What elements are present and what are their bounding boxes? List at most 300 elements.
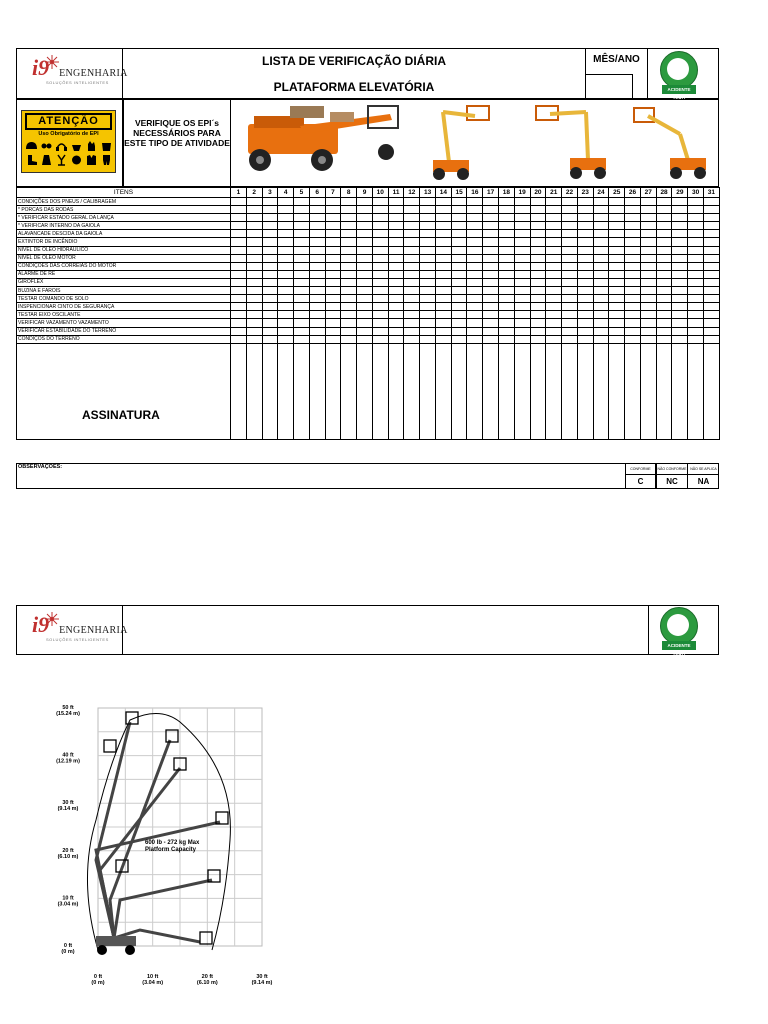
- check-cell[interactable]: [609, 327, 625, 335]
- check-cell[interactable]: [294, 198, 310, 206]
- check-cell[interactable]: [514, 311, 530, 319]
- check-cell[interactable]: [609, 278, 625, 286]
- check-cell[interactable]: [420, 295, 436, 303]
- check-cell[interactable]: [562, 335, 578, 343]
- check-cell[interactable]: [435, 262, 451, 270]
- signature-cell[interactable]: [262, 343, 278, 439]
- check-cell[interactable]: [294, 206, 310, 214]
- check-cell[interactable]: [546, 287, 562, 295]
- check-cell[interactable]: [562, 206, 578, 214]
- check-cell[interactable]: [246, 206, 262, 214]
- check-cell[interactable]: [514, 327, 530, 335]
- check-cell[interactable]: [357, 278, 373, 286]
- check-cell[interactable]: [703, 270, 719, 278]
- check-cell[interactable]: [278, 278, 294, 286]
- check-cell[interactable]: [357, 335, 373, 343]
- check-cell[interactable]: [294, 278, 310, 286]
- check-cell[interactable]: [309, 319, 325, 327]
- check-cell[interactable]: [341, 206, 357, 214]
- check-cell[interactable]: [672, 206, 688, 214]
- check-cell[interactable]: [577, 295, 593, 303]
- check-cell[interactable]: [640, 311, 656, 319]
- check-cell[interactable]: [467, 335, 483, 343]
- check-cell[interactable]: [262, 303, 278, 311]
- check-cell[interactable]: [499, 327, 515, 335]
- check-cell[interactable]: [278, 238, 294, 246]
- check-cell[interactable]: [388, 335, 404, 343]
- check-cell[interactable]: [562, 238, 578, 246]
- check-cell[interactable]: [483, 206, 499, 214]
- check-cell[interactable]: [372, 319, 388, 327]
- check-cell[interactable]: [451, 230, 467, 238]
- check-cell[interactable]: [593, 295, 609, 303]
- check-cell[interactable]: [309, 278, 325, 286]
- check-cell[interactable]: [404, 278, 420, 286]
- check-cell[interactable]: [404, 311, 420, 319]
- check-cell[interactable]: [530, 246, 546, 254]
- check-cell[interactable]: [530, 198, 546, 206]
- check-cell[interactable]: [388, 230, 404, 238]
- check-cell[interactable]: [499, 214, 515, 222]
- check-cell[interactable]: [688, 222, 704, 230]
- check-cell[interactable]: [372, 214, 388, 222]
- check-cell[interactable]: [420, 311, 436, 319]
- check-cell[interactable]: [483, 254, 499, 262]
- check-cell[interactable]: [467, 303, 483, 311]
- signature-cell[interactable]: [499, 343, 515, 439]
- check-cell[interactable]: [688, 311, 704, 319]
- check-cell[interactable]: [514, 238, 530, 246]
- check-cell[interactable]: [325, 303, 341, 311]
- check-cell[interactable]: [325, 246, 341, 254]
- check-cell[interactable]: [435, 238, 451, 246]
- check-cell[interactable]: [341, 278, 357, 286]
- check-cell[interactable]: [262, 230, 278, 238]
- check-cell[interactable]: [262, 198, 278, 206]
- check-cell[interactable]: [231, 238, 247, 246]
- check-cell[interactable]: [609, 295, 625, 303]
- check-cell[interactable]: [640, 278, 656, 286]
- check-cell[interactable]: [577, 262, 593, 270]
- check-cell[interactable]: [499, 335, 515, 343]
- check-cell[interactable]: [404, 254, 420, 262]
- check-cell[interactable]: [357, 238, 373, 246]
- signature-cell[interactable]: [294, 343, 310, 439]
- check-cell[interactable]: [420, 270, 436, 278]
- check-cell[interactable]: [372, 246, 388, 254]
- check-cell[interactable]: [278, 198, 294, 206]
- check-cell[interactable]: [309, 238, 325, 246]
- check-cell[interactable]: [625, 230, 641, 238]
- check-cell[interactable]: [688, 206, 704, 214]
- signature-cell[interactable]: [625, 343, 641, 439]
- check-cell[interactable]: [262, 335, 278, 343]
- check-cell[interactable]: [278, 254, 294, 262]
- check-cell[interactable]: [309, 206, 325, 214]
- check-cell[interactable]: [278, 311, 294, 319]
- check-cell[interactable]: [640, 270, 656, 278]
- check-cell[interactable]: [688, 238, 704, 246]
- check-cell[interactable]: [593, 254, 609, 262]
- check-cell[interactable]: [703, 206, 719, 214]
- check-cell[interactable]: [656, 335, 672, 343]
- check-cell[interactable]: [672, 278, 688, 286]
- check-cell[interactable]: [467, 230, 483, 238]
- check-cell[interactable]: [593, 230, 609, 238]
- check-cell[interactable]: [593, 198, 609, 206]
- check-cell[interactable]: [420, 262, 436, 270]
- check-cell[interactable]: [672, 214, 688, 222]
- signature-cell[interactable]: [325, 343, 341, 439]
- check-cell[interactable]: [309, 214, 325, 222]
- check-cell[interactable]: [231, 287, 247, 295]
- check-cell[interactable]: [577, 222, 593, 230]
- check-cell[interactable]: [404, 335, 420, 343]
- check-cell[interactable]: [451, 278, 467, 286]
- check-cell[interactable]: [309, 198, 325, 206]
- check-cell[interactable]: [325, 311, 341, 319]
- check-cell[interactable]: [231, 206, 247, 214]
- check-cell[interactable]: [246, 327, 262, 335]
- check-cell[interactable]: [640, 246, 656, 254]
- check-cell[interactable]: [231, 262, 247, 270]
- check-cell[interactable]: [483, 303, 499, 311]
- check-cell[interactable]: [278, 319, 294, 327]
- check-cell[interactable]: [388, 295, 404, 303]
- check-cell[interactable]: [262, 295, 278, 303]
- check-cell[interactable]: [546, 262, 562, 270]
- check-cell[interactable]: [656, 214, 672, 222]
- check-cell[interactable]: [688, 254, 704, 262]
- check-cell[interactable]: [546, 238, 562, 246]
- check-cell[interactable]: [703, 319, 719, 327]
- check-cell[interactable]: [514, 335, 530, 343]
- check-cell[interactable]: [325, 287, 341, 295]
- check-cell[interactable]: [420, 319, 436, 327]
- check-cell[interactable]: [562, 262, 578, 270]
- signature-cell[interactable]: [435, 343, 451, 439]
- check-cell[interactable]: [451, 246, 467, 254]
- check-cell[interactable]: [656, 246, 672, 254]
- check-cell[interactable]: [640, 287, 656, 295]
- check-cell[interactable]: [483, 287, 499, 295]
- check-cell[interactable]: [625, 327, 641, 335]
- check-cell[interactable]: [231, 222, 247, 230]
- check-cell[interactable]: [483, 319, 499, 327]
- signature-cell[interactable]: [451, 343, 467, 439]
- check-cell[interactable]: [341, 327, 357, 335]
- check-cell[interactable]: [435, 254, 451, 262]
- check-cell[interactable]: [530, 295, 546, 303]
- check-cell[interactable]: [357, 206, 373, 214]
- check-cell[interactable]: [593, 327, 609, 335]
- check-cell[interactable]: [688, 278, 704, 286]
- check-cell[interactable]: [672, 254, 688, 262]
- check-cell[interactable]: [688, 270, 704, 278]
- check-cell[interactable]: [294, 214, 310, 222]
- check-cell[interactable]: [499, 254, 515, 262]
- check-cell[interactable]: [294, 303, 310, 311]
- check-cell[interactable]: [388, 214, 404, 222]
- check-cell[interactable]: [593, 335, 609, 343]
- check-cell[interactable]: [562, 295, 578, 303]
- check-cell[interactable]: [562, 222, 578, 230]
- check-cell[interactable]: [546, 303, 562, 311]
- check-cell[interactable]: [372, 230, 388, 238]
- signature-cell[interactable]: [546, 343, 562, 439]
- check-cell[interactable]: [404, 319, 420, 327]
- check-cell[interactable]: [625, 303, 641, 311]
- check-cell[interactable]: [609, 198, 625, 206]
- check-cell[interactable]: [499, 319, 515, 327]
- check-cell[interactable]: [278, 303, 294, 311]
- check-cell[interactable]: [325, 295, 341, 303]
- check-cell[interactable]: [656, 254, 672, 262]
- check-cell[interactable]: [231, 327, 247, 335]
- check-cell[interactable]: [514, 303, 530, 311]
- check-cell[interactable]: [672, 262, 688, 270]
- signature-cell[interactable]: [357, 343, 373, 439]
- check-cell[interactable]: [562, 311, 578, 319]
- check-cell[interactable]: [499, 238, 515, 246]
- check-cell[interactable]: [688, 335, 704, 343]
- check-cell[interactable]: [262, 319, 278, 327]
- check-cell[interactable]: [514, 198, 530, 206]
- check-cell[interactable]: [688, 230, 704, 238]
- check-cell[interactable]: [499, 206, 515, 214]
- check-cell[interactable]: [451, 319, 467, 327]
- check-cell[interactable]: [593, 270, 609, 278]
- check-cell[interactable]: [278, 222, 294, 230]
- check-cell[interactable]: [609, 206, 625, 214]
- check-cell[interactable]: [325, 222, 341, 230]
- check-cell[interactable]: [577, 319, 593, 327]
- check-cell[interactable]: [372, 238, 388, 246]
- check-cell[interactable]: [404, 230, 420, 238]
- check-cell[interactable]: [278, 287, 294, 295]
- check-cell[interactable]: [435, 214, 451, 222]
- check-cell[interactable]: [325, 214, 341, 222]
- signature-cell[interactable]: [640, 343, 656, 439]
- check-cell[interactable]: [246, 295, 262, 303]
- check-cell[interactable]: [294, 246, 310, 254]
- check-cell[interactable]: [609, 222, 625, 230]
- check-cell[interactable]: [309, 222, 325, 230]
- check-cell[interactable]: [514, 214, 530, 222]
- check-cell[interactable]: [435, 287, 451, 295]
- check-cell[interactable]: [467, 311, 483, 319]
- check-cell[interactable]: [625, 287, 641, 295]
- check-cell[interactable]: [703, 254, 719, 262]
- check-cell[interactable]: [231, 319, 247, 327]
- check-cell[interactable]: [231, 335, 247, 343]
- check-cell[interactable]: [420, 222, 436, 230]
- check-cell[interactable]: [341, 254, 357, 262]
- check-cell[interactable]: [499, 270, 515, 278]
- check-cell[interactable]: [404, 303, 420, 311]
- check-cell[interactable]: [404, 327, 420, 335]
- check-cell[interactable]: [656, 198, 672, 206]
- check-cell[interactable]: [231, 246, 247, 254]
- check-cell[interactable]: [388, 206, 404, 214]
- check-cell[interactable]: [530, 303, 546, 311]
- check-cell[interactable]: [625, 295, 641, 303]
- check-cell[interactable]: [514, 222, 530, 230]
- check-cell[interactable]: [609, 246, 625, 254]
- check-cell[interactable]: [577, 311, 593, 319]
- check-cell[interactable]: [341, 303, 357, 311]
- check-cell[interactable]: [640, 222, 656, 230]
- check-cell[interactable]: [483, 295, 499, 303]
- check-cell[interactable]: [388, 319, 404, 327]
- check-cell[interactable]: [640, 198, 656, 206]
- check-cell[interactable]: [530, 238, 546, 246]
- check-cell[interactable]: [640, 335, 656, 343]
- check-cell[interactable]: [372, 278, 388, 286]
- check-cell[interactable]: [672, 246, 688, 254]
- check-cell[interactable]: [467, 254, 483, 262]
- check-cell[interactable]: [688, 327, 704, 335]
- check-cell[interactable]: [246, 198, 262, 206]
- check-cell[interactable]: [625, 238, 641, 246]
- check-cell[interactable]: [294, 327, 310, 335]
- check-cell[interactable]: [593, 222, 609, 230]
- check-cell[interactable]: [483, 311, 499, 319]
- check-cell[interactable]: [404, 295, 420, 303]
- check-cell[interactable]: [435, 303, 451, 311]
- check-cell[interactable]: [420, 303, 436, 311]
- check-cell[interactable]: [404, 262, 420, 270]
- check-cell[interactable]: [309, 295, 325, 303]
- check-cell[interactable]: [530, 278, 546, 286]
- check-cell[interactable]: [388, 262, 404, 270]
- check-cell[interactable]: [404, 214, 420, 222]
- signature-cell[interactable]: [514, 343, 530, 439]
- check-cell[interactable]: [703, 262, 719, 270]
- check-cell[interactable]: [420, 214, 436, 222]
- check-cell[interactable]: [530, 230, 546, 238]
- check-cell[interactable]: [656, 327, 672, 335]
- check-cell[interactable]: [530, 327, 546, 335]
- check-cell[interactable]: [309, 311, 325, 319]
- check-cell[interactable]: [625, 270, 641, 278]
- check-cell[interactable]: [262, 278, 278, 286]
- check-cell[interactable]: [294, 287, 310, 295]
- check-cell[interactable]: [640, 319, 656, 327]
- signature-cell[interactable]: [530, 343, 546, 439]
- check-cell[interactable]: [294, 230, 310, 238]
- check-cell[interactable]: [309, 335, 325, 343]
- check-cell[interactable]: [499, 230, 515, 238]
- check-cell[interactable]: [530, 206, 546, 214]
- check-cell[interactable]: [625, 206, 641, 214]
- check-cell[interactable]: [593, 287, 609, 295]
- check-cell[interactable]: [231, 254, 247, 262]
- check-cell[interactable]: [577, 214, 593, 222]
- check-cell[interactable]: [357, 270, 373, 278]
- check-cell[interactable]: [688, 262, 704, 270]
- check-cell[interactable]: [231, 230, 247, 238]
- check-cell[interactable]: [246, 278, 262, 286]
- check-cell[interactable]: [435, 230, 451, 238]
- check-cell[interactable]: [309, 327, 325, 335]
- signature-cell[interactable]: [372, 343, 388, 439]
- check-cell[interactable]: [546, 295, 562, 303]
- check-cell[interactable]: [404, 287, 420, 295]
- check-cell[interactable]: [577, 303, 593, 311]
- check-cell[interactable]: [231, 198, 247, 206]
- check-cell[interactable]: [325, 238, 341, 246]
- check-cell[interactable]: [672, 238, 688, 246]
- signature-cell[interactable]: [278, 343, 294, 439]
- check-cell[interactable]: [562, 246, 578, 254]
- check-cell[interactable]: [688, 287, 704, 295]
- check-cell[interactable]: [388, 287, 404, 295]
- check-cell[interactable]: [514, 287, 530, 295]
- check-cell[interactable]: [703, 222, 719, 230]
- check-cell[interactable]: [562, 278, 578, 286]
- check-cell[interactable]: [262, 270, 278, 278]
- check-cell[interactable]: [562, 303, 578, 311]
- check-cell[interactable]: [262, 206, 278, 214]
- check-cell[interactable]: [341, 295, 357, 303]
- check-cell[interactable]: [231, 311, 247, 319]
- check-cell[interactable]: [530, 254, 546, 262]
- signature-cell[interactable]: [388, 343, 404, 439]
- check-cell[interactable]: [499, 287, 515, 295]
- check-cell[interactable]: [467, 246, 483, 254]
- check-cell[interactable]: [372, 254, 388, 262]
- check-cell[interactable]: [341, 319, 357, 327]
- check-cell[interactable]: [294, 270, 310, 278]
- check-cell[interactable]: [656, 278, 672, 286]
- signature-cell[interactable]: [309, 343, 325, 439]
- check-cell[interactable]: [294, 311, 310, 319]
- check-cell[interactable]: [640, 238, 656, 246]
- check-cell[interactable]: [246, 270, 262, 278]
- check-cell[interactable]: [499, 311, 515, 319]
- check-cell[interactable]: [467, 222, 483, 230]
- check-cell[interactable]: [562, 198, 578, 206]
- check-cell[interactable]: [499, 222, 515, 230]
- check-cell[interactable]: [262, 238, 278, 246]
- check-cell[interactable]: [388, 327, 404, 335]
- check-cell[interactable]: [325, 327, 341, 335]
- check-cell[interactable]: [530, 311, 546, 319]
- check-cell[interactable]: [451, 206, 467, 214]
- check-cell[interactable]: [451, 311, 467, 319]
- check-cell[interactable]: [262, 311, 278, 319]
- check-cell[interactable]: [388, 222, 404, 230]
- check-cell[interactable]: [593, 238, 609, 246]
- check-cell[interactable]: [483, 230, 499, 238]
- signature-cell[interactable]: [246, 343, 262, 439]
- check-cell[interactable]: [703, 246, 719, 254]
- check-cell[interactable]: [640, 295, 656, 303]
- check-cell[interactable]: [435, 295, 451, 303]
- check-cell[interactable]: [294, 238, 310, 246]
- check-cell[interactable]: [451, 270, 467, 278]
- signature-cell[interactable]: [231, 343, 247, 439]
- check-cell[interactable]: [562, 214, 578, 222]
- check-cell[interactable]: [246, 303, 262, 311]
- check-cell[interactable]: [451, 198, 467, 206]
- check-cell[interactable]: [341, 311, 357, 319]
- check-cell[interactable]: [246, 287, 262, 295]
- check-cell[interactable]: [577, 246, 593, 254]
- check-cell[interactable]: [372, 270, 388, 278]
- check-cell[interactable]: [451, 303, 467, 311]
